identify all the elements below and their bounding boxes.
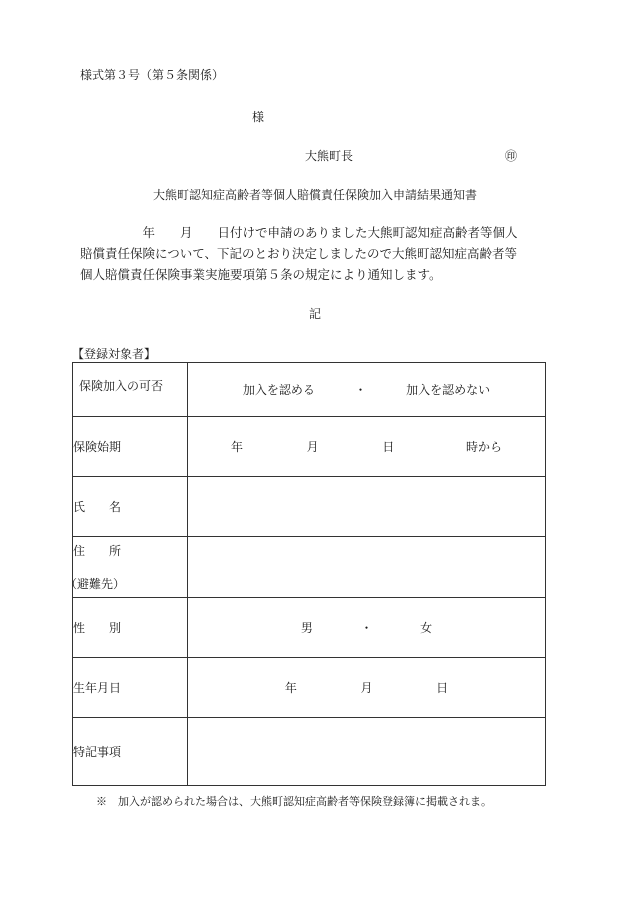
- table-row-remarks: [73, 718, 546, 786]
- address-label: 住 所: [73, 544, 122, 558]
- start-value: [188, 417, 546, 477]
- table-row-birth: [73, 658, 546, 718]
- start-day: 日: [382, 440, 395, 454]
- table-row-approval: [73, 363, 546, 417]
- approval-no: 加入を認めない: [406, 383, 491, 397]
- birth-day: 日: [436, 681, 449, 695]
- address-value: [188, 537, 546, 598]
- ki-heading: 記: [308, 307, 321, 321]
- address-label-cell: [65, 537, 188, 598]
- remarks-label: 特記事項: [73, 718, 188, 786]
- start-month: 月: [306, 440, 319, 454]
- birth-value: [188, 658, 546, 718]
- start-time: 時から: [466, 440, 503, 454]
- document-title: 大熊町認知症高齢者等個人賠償責任保険加入申請結果通知書: [152, 188, 477, 202]
- issuer-name: 大熊町長: [305, 149, 354, 163]
- body-line: 個人賠償責任保険事業実施要項第５条の規定により通知します。: [80, 267, 442, 282]
- body-line: 年 月 日付けで申請のありました大熊町認知症高齢者等個人: [80, 225, 518, 240]
- table-row-address: [73, 537, 546, 598]
- seal-mark: ㊞: [505, 149, 518, 163]
- start-label: 保険始期: [73, 417, 188, 477]
- approval-separator: ・: [354, 383, 367, 397]
- address-sublabel: （避難先）: [65, 577, 126, 591]
- notice-body: [80, 222, 560, 285]
- birth-label: 生年月日: [73, 658, 188, 718]
- body-line: 賠償責任保険について、下記のとおり決定しましたので大熊町認知症高齢者等: [80, 246, 518, 261]
- approval-label: 保険加入の可否: [73, 363, 188, 417]
- birth-month: 月: [360, 681, 373, 695]
- gender-male: 男: [300, 621, 313, 635]
- name-value: [188, 477, 546, 537]
- gender-separator: ・: [360, 621, 373, 635]
- start-year: 年: [230, 440, 243, 454]
- remarks-value: [188, 718, 546, 786]
- registrant-table: [65, 362, 546, 786]
- gender-options: [188, 598, 546, 658]
- gender-female: 女: [420, 621, 433, 635]
- birth-year: 年: [284, 681, 297, 695]
- name-label: 氏 名: [73, 477, 188, 537]
- table-row-name: [73, 477, 546, 537]
- form-number: 様式第３号（第５条関係）: [80, 68, 225, 82]
- registrant-label: 【登録対象者】: [72, 347, 157, 361]
- table-row-start: [73, 417, 546, 477]
- approval-options: [188, 363, 546, 417]
- approval-yes: 加入を認める: [242, 383, 315, 397]
- table-row-gender: [73, 598, 546, 658]
- gender-label: 性 別: [73, 598, 188, 658]
- addressee-suffix: 様: [252, 110, 265, 124]
- footnote: ※ 加入が認められた場合は、大熊町認知症高齢者等保険登録簿に掲載されま。: [96, 795, 492, 808]
